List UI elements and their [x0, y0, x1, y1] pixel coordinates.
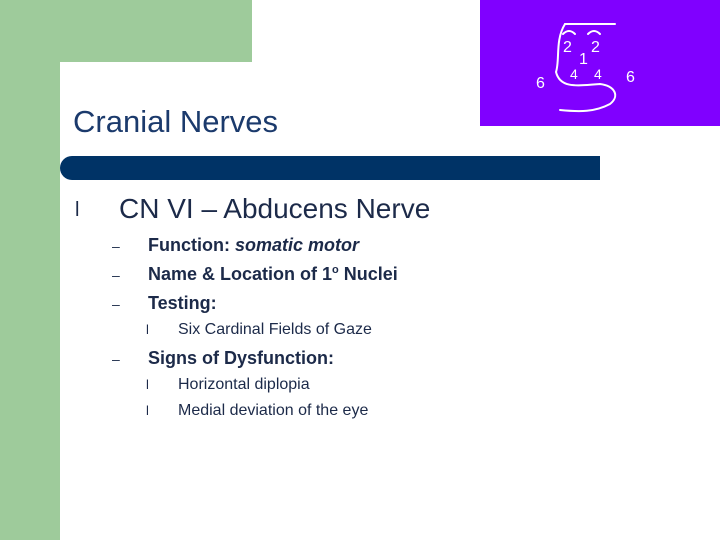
testing-label: Testing: — [148, 293, 217, 313]
list-item-dysfunction — [112, 348, 334, 369]
nuclei-superscript: o — [332, 264, 339, 276]
figure-label-6-left: 6 — [536, 75, 545, 92]
bullet-icon: l — [146, 403, 149, 418]
slide-title: Cranial Nerves — [73, 104, 279, 139]
figure-label-4-left: 4 — [570, 66, 578, 82]
figure-label-2-right: 2 — [591, 39, 600, 56]
gaze-diagram — [480, 0, 720, 126]
sub-item-cardinal-fields — [146, 321, 372, 339]
list-item-testing — [112, 293, 217, 314]
dash-icon: – — [112, 296, 120, 312]
list-item-nuclei — [112, 264, 398, 285]
figure-label-6-right: 6 — [626, 69, 635, 86]
rounded-corner — [60, 62, 100, 102]
figure-label-1: 1 — [579, 51, 588, 68]
bullet-icon: l — [146, 322, 149, 337]
sub-item-text: Horizontal diplopia — [178, 376, 310, 393]
sub-item-text: Medial deviation of the eye — [178, 402, 369, 419]
nuclei-label-before: Name & Location of 1 — [148, 264, 333, 284]
dash-icon: – — [112, 267, 120, 283]
figure-label-2-left: 2 — [563, 39, 572, 56]
sub-item-diplopia — [146, 376, 310, 394]
list-item-function — [112, 235, 359, 256]
dash-icon: – — [112, 238, 120, 254]
nuclei-label-after: Nuclei — [338, 264, 398, 284]
sub-item-medial-deviation — [146, 402, 368, 420]
figure-label-4-right: 4 — [594, 66, 602, 82]
bullet-icon: l — [75, 199, 80, 222]
heading-text: CN VI – Abducens Nerve — [119, 193, 431, 224]
green-left-band — [0, 0, 60, 540]
function-value: somatic motor — [234, 235, 360, 255]
function-label: Function: — [148, 235, 235, 255]
sub-item-text: Six Cardinal Fields of Gaze — [178, 321, 372, 338]
dysfunction-label: Signs of Dysfunction: — [148, 348, 334, 368]
bullet-icon: l — [146, 377, 149, 392]
gaze-diagram-box — [480, 0, 720, 126]
title-underline-bar — [60, 156, 600, 180]
dash-icon: – — [112, 351, 120, 367]
heading-item — [75, 193, 430, 225]
